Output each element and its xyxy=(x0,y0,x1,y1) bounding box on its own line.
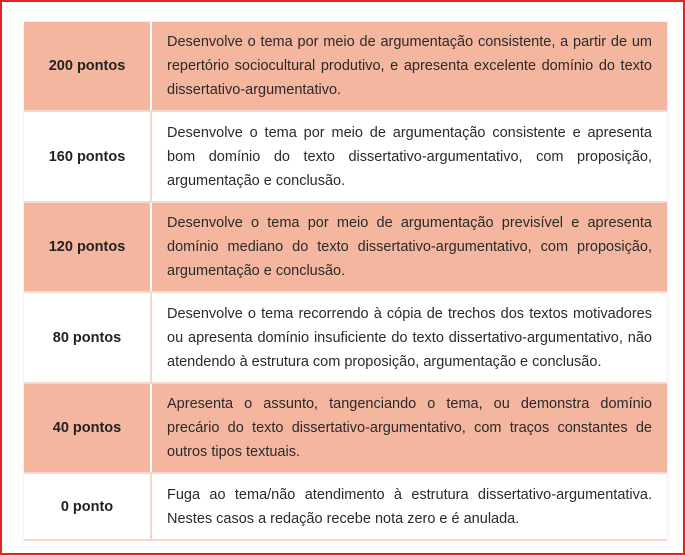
score-cell: 200 pontos xyxy=(24,22,152,110)
table-row xyxy=(24,474,667,541)
description-cell xyxy=(152,203,667,291)
description-text: Desenvolve o tema por meio de argumentação consistente, a partir de um repertório sociocultural produtivo, e apresenta excelente domínio do texto dissertativo-argumentativo. xyxy=(167,34,652,98)
table-row xyxy=(24,112,667,203)
description-text: Desenvolve o tema recorrendo à cópia de trechos dos textos motivadores ou apresenta domínio insuficiente do texto dissertativo-argumentativo, não atendendo à estrutura com proposição, argumentação e conclusão. xyxy=(167,305,652,370)
description-cell xyxy=(152,384,667,472)
table-row xyxy=(24,203,667,293)
description-text: Desenvolve o tema por meio de argumentação consistente e apresenta bom domínio do texto dissertativo-argumentativo, com proposição, argumentação e conclusão. xyxy=(167,124,652,189)
description-cell xyxy=(152,22,667,110)
description-cell xyxy=(152,293,667,382)
score-cell: 80 pontos xyxy=(24,293,152,382)
description-cell xyxy=(152,474,667,539)
score-cell: 120 pontos xyxy=(24,203,152,291)
table-row xyxy=(24,22,667,112)
description-text: Desenvolve o tema por meio de argumentação previsível e apresenta domínio mediano do texto dissertativo-argumentativo, com proposição, argumentação e conclusão. xyxy=(167,215,652,279)
score-cell: 40 pontos xyxy=(24,384,152,472)
description-cell xyxy=(152,112,667,201)
score-cell: 160 pontos xyxy=(24,112,152,201)
table-row xyxy=(24,293,667,384)
table-row xyxy=(24,384,667,474)
score-cell: 0 ponto xyxy=(24,474,152,539)
description-text: Apresenta o assunto, tangenciando o tema, ou demonstra domínio precário do texto dissertativo-argumentativo, com traços constantes de outros tipos textuais. xyxy=(167,396,652,460)
description-text: Fuga ao tema/não atendimento à estrutura dissertativo-argumentativa. Nestes casos a redação recebe nota zero e é anulada. xyxy=(167,486,652,527)
scoring-table xyxy=(23,21,668,541)
